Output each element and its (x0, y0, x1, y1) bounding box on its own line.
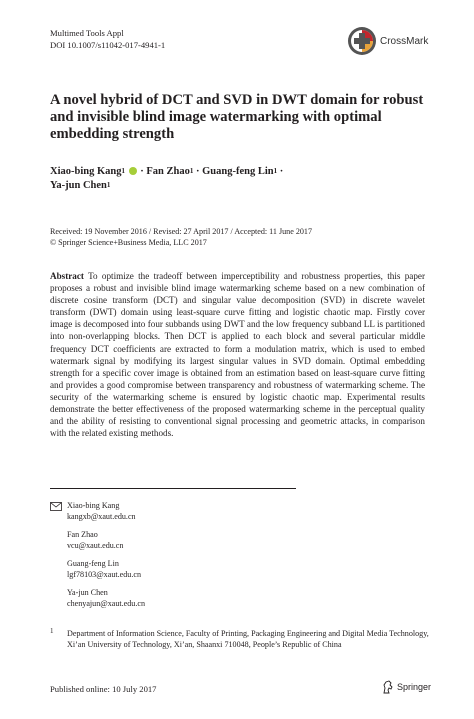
contact-item (67, 529, 145, 551)
author-name[interactable]: Guang-feng Lin (202, 166, 274, 177)
journal-name: Multimed Tools Appl (50, 28, 124, 38)
orcid-icon[interactable] (129, 167, 137, 175)
copyright: © Springer Science+Business Media, LLC 2017 (50, 238, 207, 247)
journal-header (50, 27, 165, 51)
footnote-divider (50, 488, 296, 489)
contact-list (67, 500, 145, 616)
crossmark-badge[interactable] (347, 26, 428, 56)
paper-title: A novel hybrid of DCT and SVD in DWT domain for robust and invisible blind image watermarking with optimal embedding strength (50, 92, 424, 142)
author-name[interactable]: Xiao-bing Kang (50, 166, 122, 177)
contact-name: Fan Zhao (67, 530, 98, 539)
article-history (50, 226, 430, 248)
contact-item (67, 558, 145, 580)
contact-name: Guang-feng Lin (67, 559, 119, 568)
contact-name: Xiao-bing Kang (67, 501, 120, 510)
abstract-label: Abstract (50, 271, 84, 281)
abstract (50, 270, 425, 439)
author-affil-sup: 1 (273, 167, 278, 175)
springer-logo (382, 680, 431, 694)
contact-email[interactable]: vcu@xaut.edu.cn (67, 541, 124, 550)
published-date: Published online: 10 July 2017 (50, 684, 157, 694)
affiliation (50, 628, 430, 650)
author-name[interactable]: Fan Zhao (146, 166, 190, 177)
crossmark-label: CrossMark (380, 35, 429, 47)
springer-horse-icon (382, 680, 394, 694)
doi[interactable]: DOI 10.1007/s11042-017-4941-1 (50, 40, 166, 50)
contact-email[interactable]: lgf78103@xaut.edu.cn (67, 570, 141, 579)
author-name[interactable]: Ya-jun Chen (50, 180, 107, 191)
received-dates: Received: 19 November 2016 / Revised: 27 April 2017 / Accepted: 11 June 2017 (50, 227, 313, 236)
author-affil-sup: 1 (106, 181, 111, 189)
affiliation-sup: 1 (50, 627, 54, 635)
contact-item (67, 500, 145, 522)
contact-name: Ya-jun Chen (67, 588, 108, 597)
crossmark-icon (347, 26, 377, 56)
author-affil-sup: 1 (121, 167, 125, 175)
contact-email[interactable]: chenyajun@xaut.edu.cn (67, 599, 146, 608)
abstract-text: To optimize the tradeoff between imperceptibility and robustness properties, this paper proposes a robust and invisible blind image watermarking scheme based on a new combination of discrete cosine transform (DCT) and singular value decomposition (SVD) in discrete wavelet transform (DWT) domain using least-square curve fitting and logistic chaotic map. Firstly cover image is decomposed into four subbands using DWT and the low frequency subband LL is partitioned into non-overlapping blocks. Then DCT is applied to each block and several particular middle frequency DCT coefficients are extracted to form a modulation matrix, which is used to embed watermark signal by modifying its largest singular values in SVD domain. Optimal embedding strength for a specific cover image is obtained from an estimation based on least-square curve fitting and provides a good compromise between transparency and robustness of watermarking scheme. The security of the watermarking scheme is ensured by logistic chaotic map. Experimental results demonstrate the better effectiveness of the proposed watermarking scheme in the perceptual quality and the ability of resisting to conventional signal processing and geometric attacks, in comparison with the related existing methods. (50, 271, 425, 439)
publisher-name: Springer (397, 682, 432, 692)
contact-item (67, 587, 145, 609)
contact-email[interactable]: kangxb@xaut.edu.cn (67, 512, 136, 521)
author-list: Xiao-bing Kang$^1$ · Fan Zhao$^1$ · Guang-feng Lin$^1$ · Ya-jun Chen$^1$ (50, 166, 284, 191)
envelope-icon (50, 502, 62, 511)
affiliation-text: Department of Information Science, Faculty of Printing, Packaging Engineering and Digital Media Technology, Xi’an University of Technology, Xi’an, Shaanxi 710048, People’s Republic of China (67, 629, 429, 649)
author-affil-sup: 1 (189, 167, 194, 175)
